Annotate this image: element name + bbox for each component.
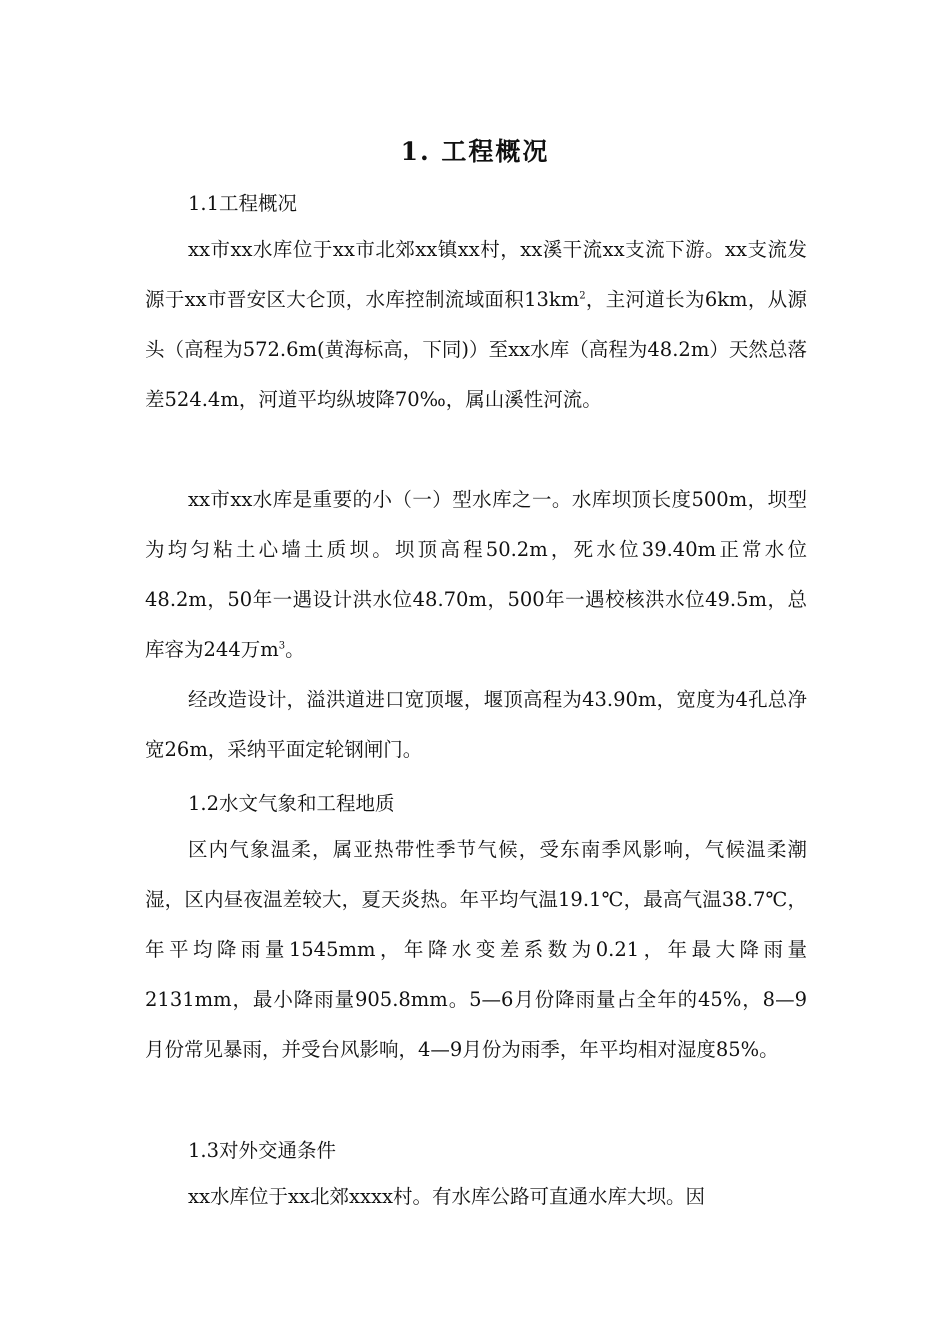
paragraph-text: 区内气象温柔，属亚热带性季节气候，受东南季风影响，气候温柔潮湿，区内昼夜温差较大，夏天炎热。年平均气温19.1℃，最高气温38.7℃，年平均降雨量1545mm，年降水变差系数为0.21，年最大降雨量2131mm，最小降雨量905.8mm。5—6月份降雨量占全年的45%，8—9月份常见暴雨，并受台风影响，4—9月份为雨季，年平均相对湿度85%。 (145, 838, 807, 1061)
section-heading-1-2: 1.2水文气象和工程地质 (188, 792, 395, 815)
paragraph-text: ，主河道长为6km，从源头（高程为572.6m(黄海标高，下同)）至xx水库（高程为48.2m）天然总落差524.4m，河道平均纵坡降70‰，属山溪性河流。 (145, 288, 807, 411)
paragraph-text: 经改造设计，溢洪道进口宽顶堰，堰顶高程为43.90m，宽度为4孔总净宽26m，采纳平面定轮钢闸门。 (145, 688, 807, 761)
paragraph-text: 。 (285, 638, 305, 661)
section-heading-1-1: 1.1工程概况 (188, 192, 298, 215)
paragraph-text: xx市xx水库是重要的小（一）型水库之一。水库坝顶长度500m，坝型为均匀粘土心墙土质坝。坝顶高程50.2m，死水位39.40m正常水位48.2m，50年一遇设计洪水位48.70m，500年一遇校核洪水位49.5m，总库容为244万m (145, 488, 807, 661)
paragraph-text: xx市xx水库位于xx市北郊xx镇xx村，xx溪干流xx支流下游。xx支流发源于xx市晋安区大仑顶，水库控制流域面积13km (145, 238, 807, 311)
superscript: 3 (278, 640, 286, 652)
paragraph-spillway (145, 675, 807, 775)
paragraph-text: xx水库位于xx北郊xxxx村。有水库公路可直通水库大坝。因 (188, 1185, 705, 1208)
paragraph-climate (145, 825, 807, 1075)
paragraph-location (145, 225, 807, 425)
chapter-title: 1. 工程概况 (400, 137, 550, 166)
paragraph-transport (145, 1172, 807, 1222)
superscript: 2 (579, 290, 586, 302)
section-heading-1-3: 1.3对外交通条件 (188, 1139, 337, 1162)
paragraph-reservoir (145, 475, 807, 675)
